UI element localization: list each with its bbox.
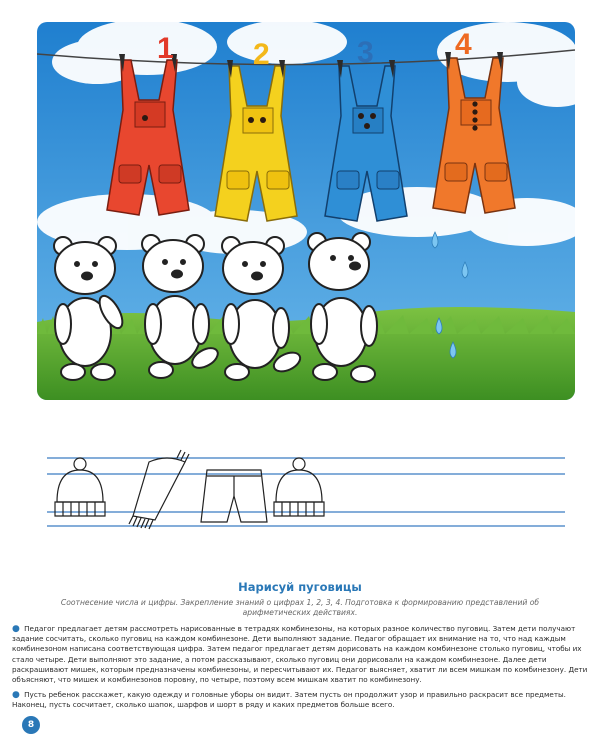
instructions-block (12, 580, 588, 716)
hat-1[interactable] (55, 458, 105, 516)
scarf[interactable] (129, 450, 189, 529)
instruction-paragraph-2 (12, 690, 588, 710)
instruction-paragraph-1 (12, 624, 588, 685)
pattern-worksheet (37, 440, 575, 540)
digit-2: 2 (253, 38, 270, 71)
paragraph-1-text: Педагог предлагает детям рассмотреть нарисованные в тетрадях комбинезоны, на которых разное количество пуговиц. Затем дети получают задание сосчитать, сколько пуговиц на каждом комбинезоне. Дети выполняют задание. Педагог обращает их внимание на то, что над каждым комбинезоном написана соответствующая цифра. Затем педагог предлагает детям дорисовать на каждом комбинезоне столько пуговиц, чтобы их стало четыре. Дети выполняют это задание, а потом рассказывают, сколько пуговиц они дорисовали на каждом комбинезоне. Далее дети раскрашивают мишек, которым предназначены комбинезоны, и пересчитывают их. Педагог выясняет, хватит ли всем мишкам по комбинезону. Дети объясняют, что мишек и комбинезонов поровну, по четыре, поэтому всем мишкам хватит по комбинезону. (12, 624, 588, 685)
paragraph-2-text: Пусть ребенок расскажет, какую одежду и головные уборы он видит. Затем пусть он продолжит узор и правильно раскрасит все предметы. Наконец, пусть сосчитает, сколько шапок, шарфов и шорт в ряду и каких предметов больше всего. (12, 690, 566, 710)
exercise-subtitle: Соотнесение числа и цифры. Закрепление знаний о цифрах 1, 2, 3, 4. Подготовка к формированию представлений об арифметических действиях. (60, 598, 540, 617)
exercise-title: Нарисуй пуговицы (238, 580, 362, 594)
worksheet-svg (37, 440, 575, 540)
bullet-icon: ● (12, 624, 20, 634)
bullet-icon: ● (12, 690, 20, 701)
hat-2[interactable] (274, 458, 324, 516)
shorts[interactable] (201, 470, 267, 522)
page-number: 8 (22, 716, 40, 734)
scene-svg (37, 22, 575, 400)
digit-4: 4 (455, 28, 472, 61)
digit-3: 3 (357, 36, 374, 69)
illustration-scene (37, 22, 575, 400)
digit-1: 1 (157, 32, 174, 65)
